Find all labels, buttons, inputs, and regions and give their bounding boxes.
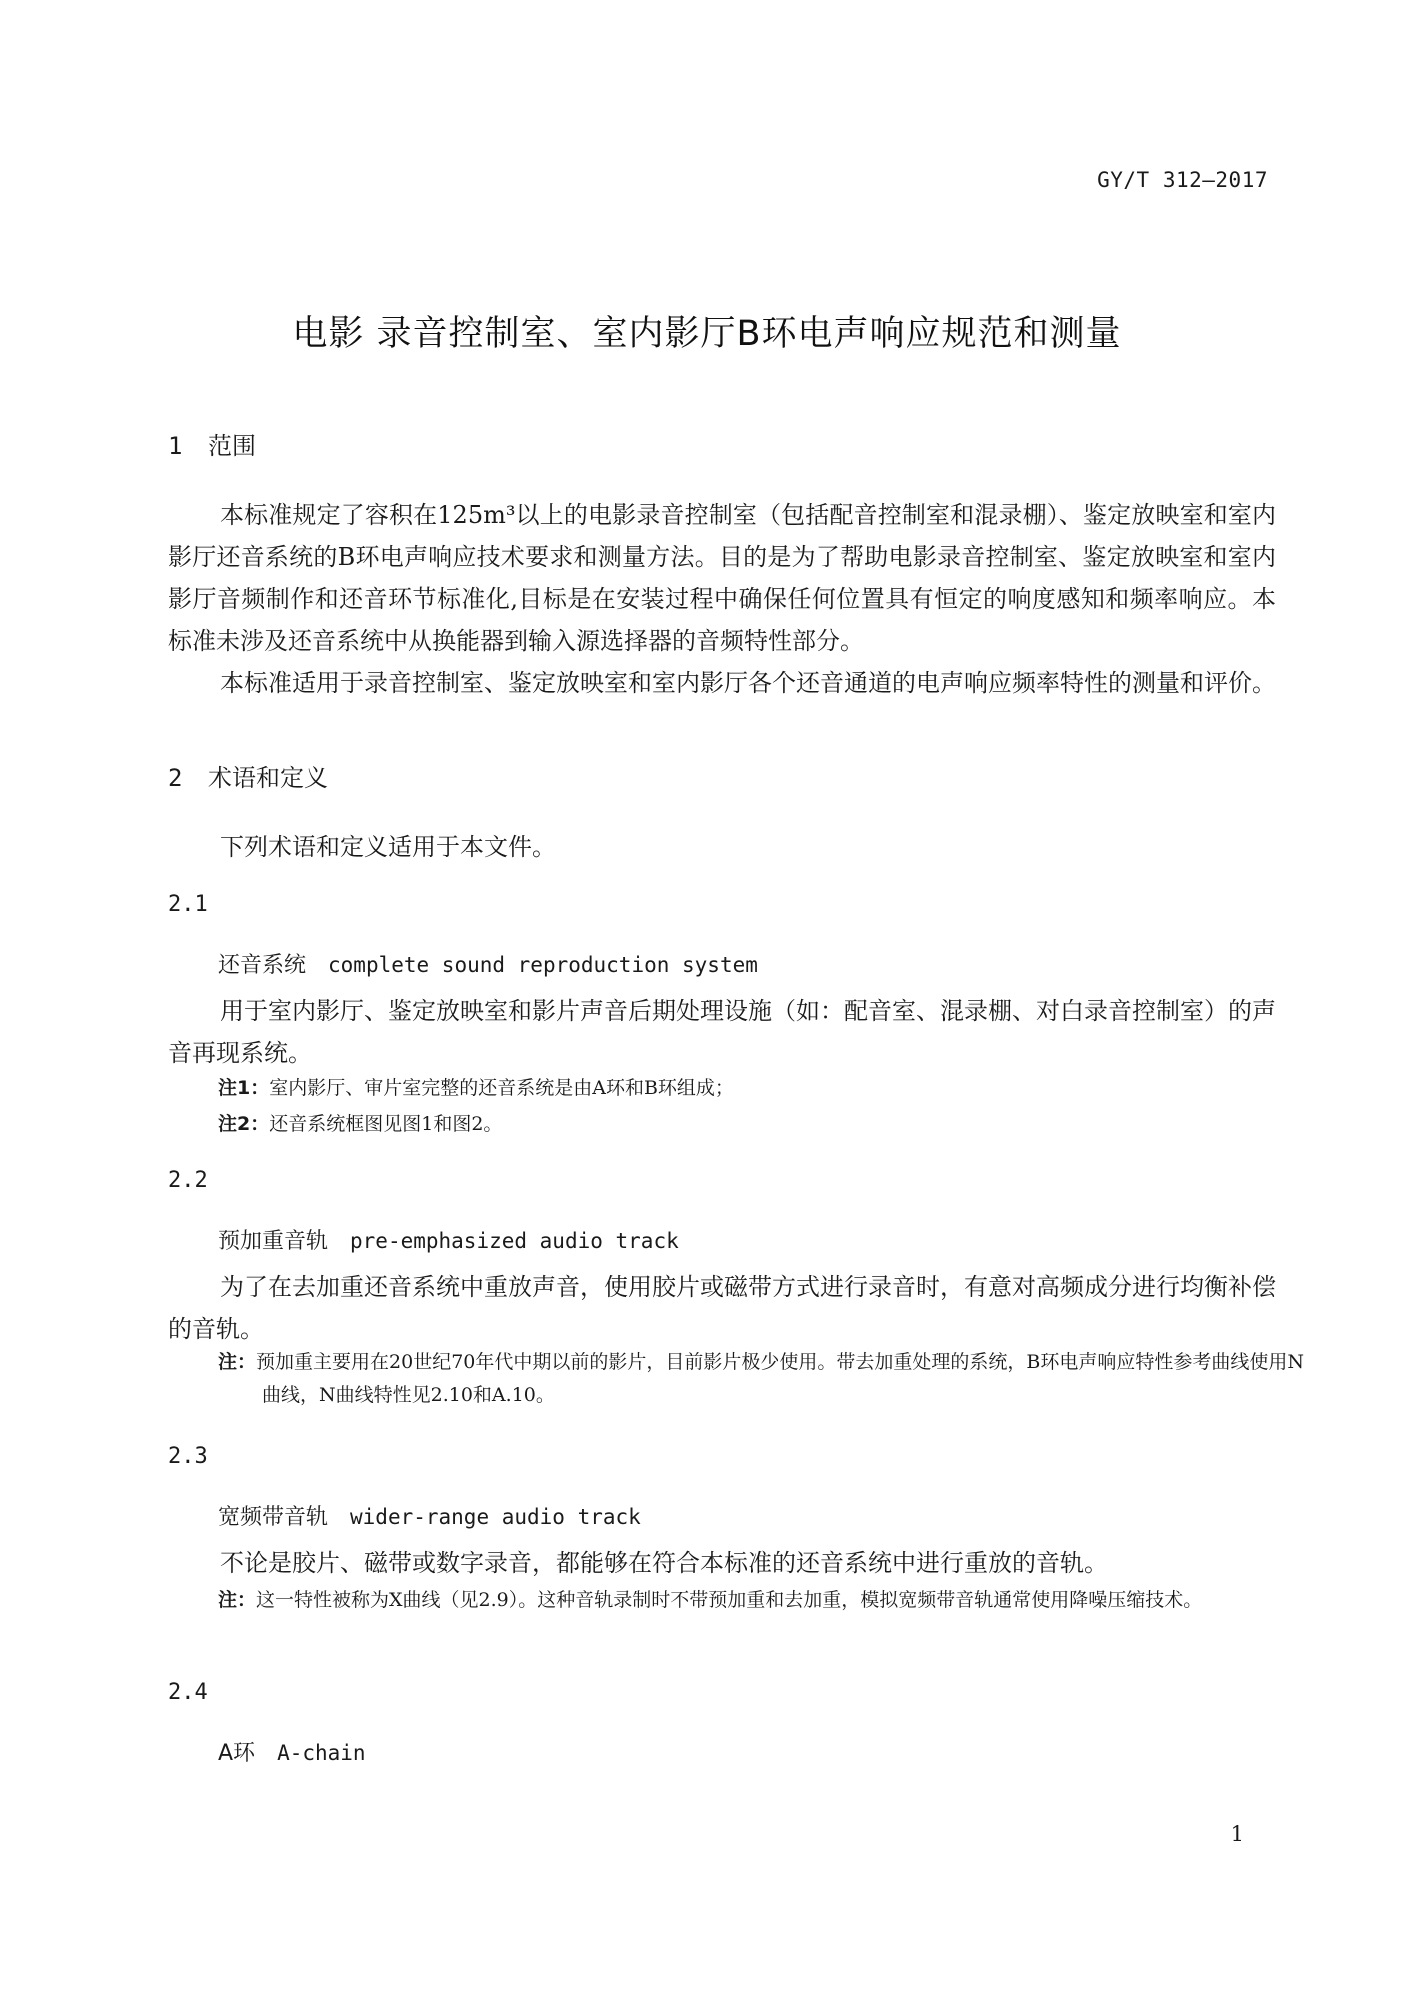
term-heading	[218, 1500, 641, 1531]
term-zh: 预加重音轨	[218, 1229, 329, 1254]
page-number: 1	[1230, 1822, 1244, 1846]
section-2-heading	[168, 758, 328, 793]
section-number: 1	[168, 432, 183, 460]
standard-code: GY/T 312—2017	[1097, 168, 1268, 192]
clause-number: 2.2	[168, 1168, 208, 1193]
note-text: 室内影厅、审片室完整的还音系统是由A环和B环组成；	[269, 1077, 734, 1099]
clause-number: 2.4	[168, 1680, 208, 1705]
note-label: 注2：	[218, 1113, 270, 1135]
note	[218, 1346, 1318, 1412]
term-heading	[218, 948, 758, 979]
term-heading	[218, 1736, 366, 1767]
section-1-heading	[168, 426, 256, 461]
term-zh: 还音系统	[218, 953, 307, 978]
term-definition: 为了在去加重还音系统中重放声音，使用胶片或磁带方式进行录音时，有意对高频成分进行均衡补偿的音轨。	[168, 1273, 1276, 1343]
clause-number: 2.3	[168, 1444, 208, 1469]
document-title: 电影 录音控制室、室内影厅B环电声响应规范和测量	[292, 314, 1122, 354]
clause-number: 2.1	[168, 892, 208, 917]
note	[218, 1108, 1274, 1141]
note-label: 注1：	[218, 1077, 270, 1099]
note-label: 注：	[218, 1589, 257, 1611]
section-title: 范围	[208, 432, 256, 460]
scope-paragraph-1: 本标准规定了容积在125m³以上的电影录音控制室（包括配音控制室和混录棚）、鉴定放映室和室内影厅还音系统的B环电声响应技术要求和测量方法。目的是为了帮助电影录音控制室、鉴定放映室和室内影厅音频制作和还音环节标准化,目标是在安装过程中确保任何位置具有恒定的响度感知和频率响应。本标准未涉及还音系统中从换能器到输入源选择器的音频特性部分。	[168, 501, 1276, 655]
note-text: 还音系统框图见图1和图2。	[269, 1113, 503, 1135]
note-label: 注：	[218, 1351, 257, 1373]
term-en: wider-range audio track	[350, 1505, 641, 1529]
term-heading	[218, 1224, 679, 1255]
terms-intro: 下列术语和定义适用于本文件。	[220, 833, 556, 861]
scope-paragraph-2: 本标准适用于录音控制室、鉴定放映室和室内影厅各个还音通道的电声响应频率特性的测量和评价。	[220, 669, 1276, 697]
term-en: A-chain	[277, 1741, 366, 1765]
term-en: complete sound reproduction system	[328, 953, 758, 977]
note-text: 预加重主要用在20世纪70年代中期以前的影片，目前影片极少使用。带去加重处理的系统，B环电声响应特性参考曲线使用N曲线，N曲线特性见2.10和A.10。	[256, 1351, 1304, 1406]
term-en: pre-emphasized audio track	[350, 1229, 679, 1253]
term-zh: 宽频带音轨	[218, 1505, 329, 1530]
note-text: 这一特性被称为X曲线（见2.9）。这种音轨录制时不带预加重和去加重，模拟宽频带音轨通常使用降噪压缩技术。	[256, 1589, 1203, 1611]
note	[218, 1584, 1318, 1617]
term-definition: 用于室内影厅、鉴定放映室和影片声音后期处理设施（如：配音室、混录棚、对白录音控制室）的声音再现系统。	[168, 997, 1276, 1067]
term-zh: A环	[218, 1741, 256, 1766]
section-number: 2	[168, 764, 183, 792]
term-definition: 不论是胶片、磁带或数字录音，都能够在符合本标准的还音系统中进行重放的音轨。	[220, 1549, 1108, 1577]
section-title: 术语和定义	[208, 764, 328, 792]
note	[218, 1072, 1274, 1105]
